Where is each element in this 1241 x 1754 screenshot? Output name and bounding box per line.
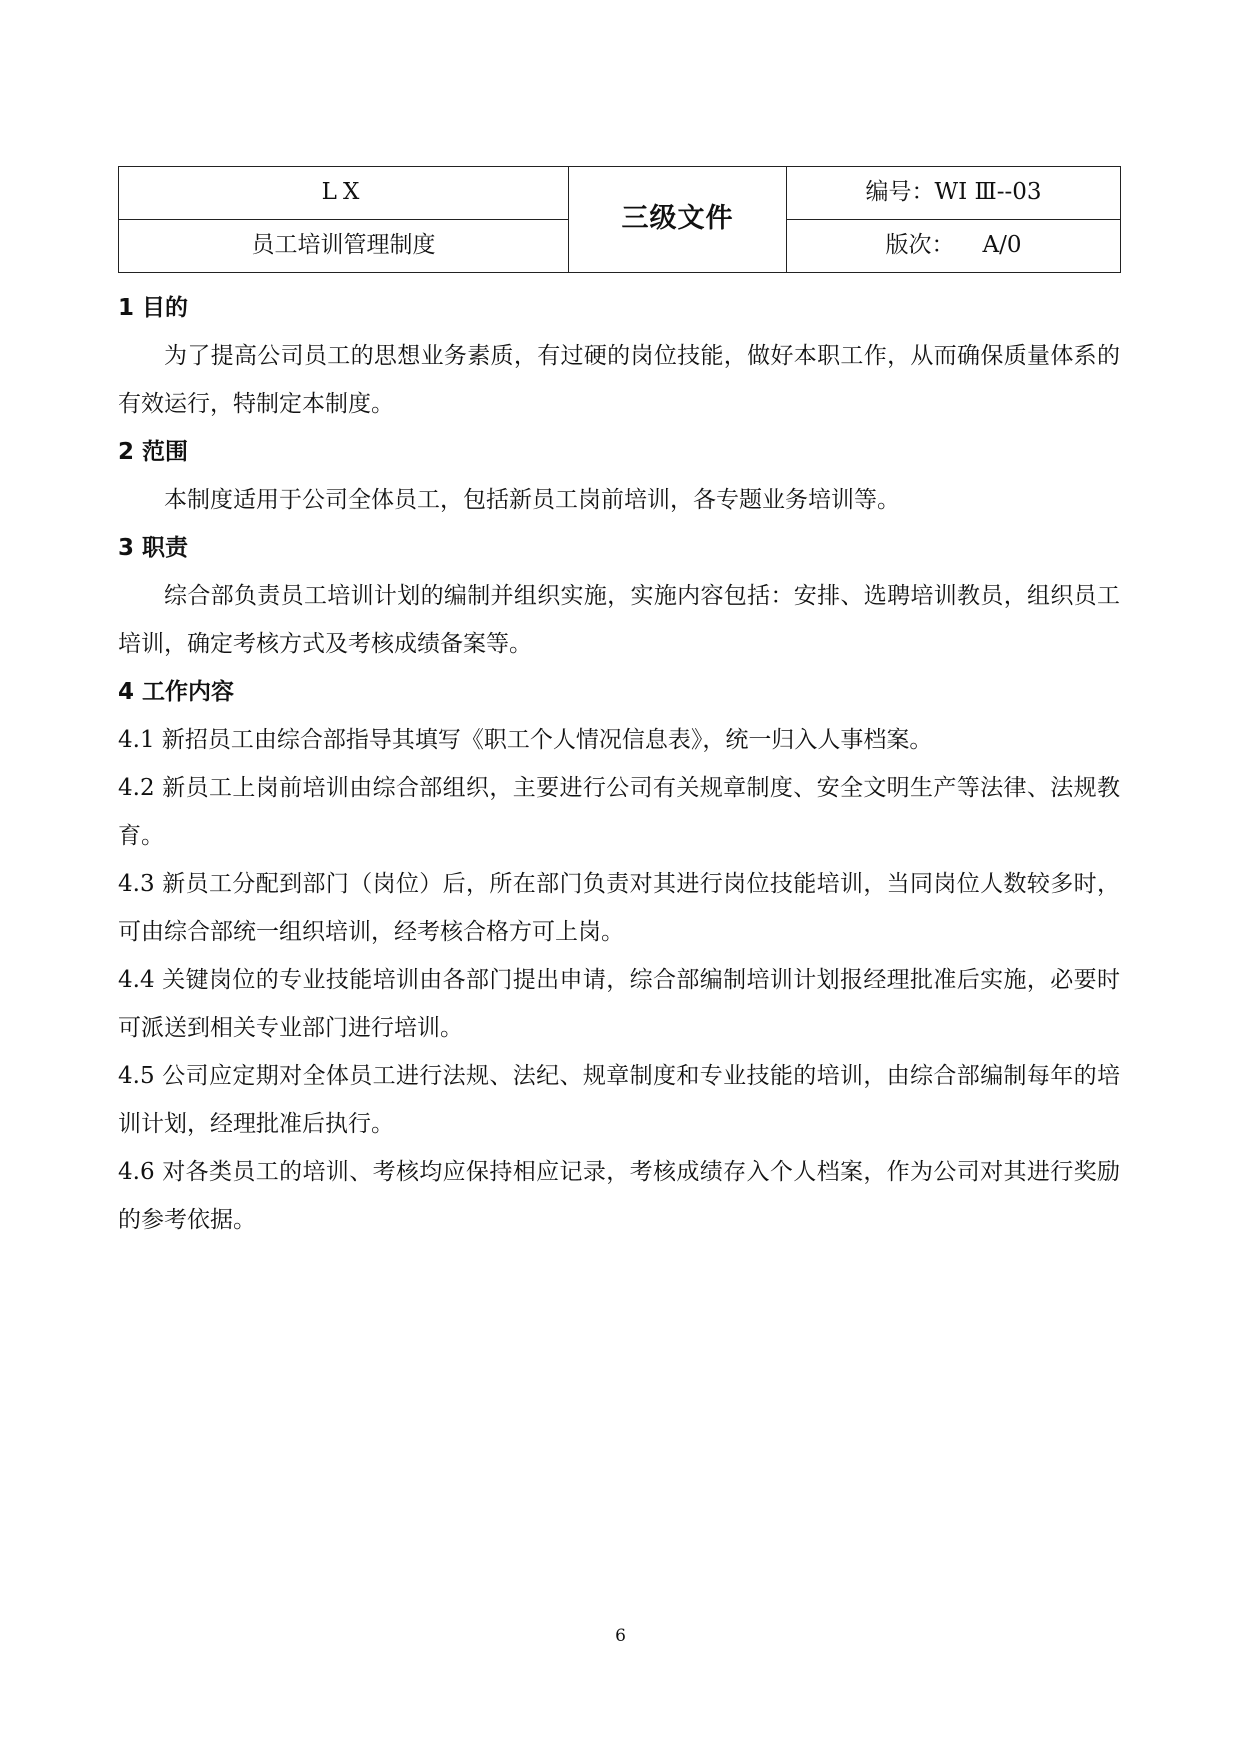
section-scope [118, 428, 1120, 524]
document-number: 编号：WI Ⅲ--03 [787, 167, 1121, 220]
document-revision [787, 220, 1121, 273]
document-body [118, 284, 1120, 1244]
section-heading: 1 目的 [118, 295, 189, 321]
list-item: 4.4 关键岗位的专业技能培训由各部门提出申请，综合部编制培训计划报经理批准后实施，必要时可派送到相关专业部门进行培训。 [118, 967, 1120, 1041]
section-paragraph: 为了提高公司员工的思想业务素质，有过硬的岗位技能，做好本职工作，从而确保质量体系的有效运行，特制定本制度。 [118, 343, 1120, 417]
section-responsibility [118, 524, 1120, 668]
revision-label: 版次： [885, 232, 955, 259]
section-paragraph: 综合部负责员工培训计划的编制并组织实施，实施内容包括：安排、选聘培训教员，组织员工培训，确定考核方式及考核成绩备案等。 [118, 583, 1120, 657]
page-number: 6 [615, 1626, 626, 1646]
section-heading: 4 工作内容 [118, 679, 235, 705]
company-code: LX [119, 167, 569, 220]
section-heading: 3 职责 [118, 535, 189, 561]
list-item: 4.6 对各类员工的培训、考核均应保持相应记录，考核成绩存入个人档案，作为公司对其进行奖励的参考依据。 [118, 1159, 1120, 1233]
document-header-table [118, 166, 1121, 273]
list-item: 4.5 公司应定期对全体员工进行法规、法纪、规章制度和专业技能的培训，由综合部编制每年的培训计划，经理批准后执行。 [118, 1063, 1120, 1137]
list-item: 4.1 新招员工由综合部指导其填写《职工个人情况信息表》，统一归入人事档案。 [118, 727, 933, 753]
document-title: 员工培训管理制度 [119, 220, 569, 273]
section-purpose [118, 284, 1120, 428]
section-work-content [118, 668, 1120, 1244]
list-item: 4.3 新员工分配到部门（岗位）后，所在部门负责对其进行岗位技能培训，当同岗位人数较多时，可由综合部统一组织培训，经考核合格方可上岗。 [118, 871, 1120, 945]
section-paragraph: 本制度适用于公司全体员工，包括新员工岗前培训，各专题业务培训等。 [164, 487, 900, 513]
revision-value: A/0 [982, 232, 1022, 259]
list-item: 4.2 新员工上岗前培训由综合部组织，主要进行公司有关规章制度、安全文明生产等法律、法规教育。 [118, 775, 1120, 849]
section-heading: 2 范围 [118, 439, 189, 465]
document-level: 三级文件 [569, 167, 787, 273]
